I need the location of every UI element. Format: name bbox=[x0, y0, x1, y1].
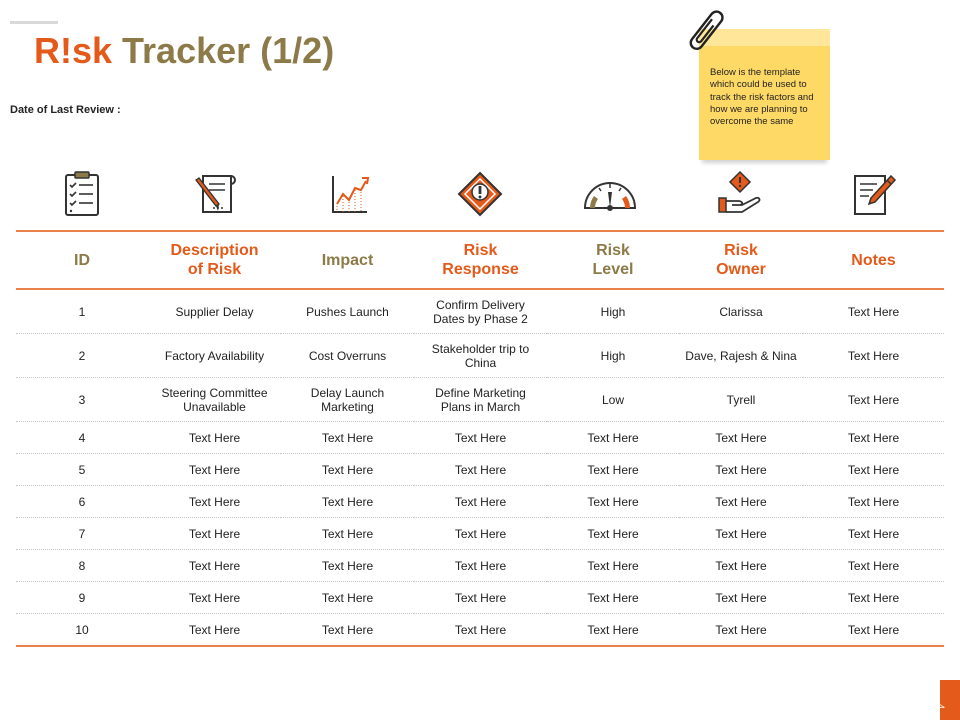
document-pen-icon bbox=[191, 170, 239, 218]
cell-level: Text Here bbox=[547, 454, 679, 486]
title-text: Tracker (1/2) bbox=[122, 30, 335, 71]
table-row bbox=[16, 486, 944, 518]
cell-notes: Text Here bbox=[803, 614, 944, 647]
cell-notes: Text Here bbox=[803, 422, 944, 454]
table-row bbox=[16, 422, 944, 454]
cell-id: 5 bbox=[16, 454, 148, 486]
cell-id: 1 bbox=[16, 289, 148, 334]
table-row bbox=[16, 582, 944, 614]
col-header-risk-level bbox=[547, 231, 679, 289]
cell-description: Text Here bbox=[148, 614, 281, 647]
cell-id: 2 bbox=[16, 334, 148, 378]
cell-owner: Dave, Rajesh & Nina bbox=[679, 334, 803, 378]
cell-response: Define Marketing Plans in March bbox=[414, 378, 547, 422]
table-row bbox=[16, 550, 944, 582]
cell-response: Confirm Delivery Dates by Phase 2 bbox=[414, 289, 547, 334]
cell-impact: Cost Overruns bbox=[281, 334, 414, 378]
cell-owner: Text Here bbox=[679, 486, 803, 518]
cell-notes: Text Here bbox=[803, 486, 944, 518]
cell-level: Low bbox=[547, 378, 679, 422]
col-header-risk-response-text: Risk Response bbox=[442, 242, 519, 278]
cell-level: Text Here bbox=[547, 518, 679, 550]
cell-description: Text Here bbox=[148, 422, 281, 454]
cell-response: Text Here bbox=[414, 454, 547, 486]
cell-impact: Text Here bbox=[281, 486, 414, 518]
edit-note-icon bbox=[849, 170, 897, 218]
col-header-id: ID bbox=[16, 231, 148, 289]
cell-notes: Text Here bbox=[803, 334, 944, 378]
page-title bbox=[34, 30, 334, 72]
page-number: 4 bbox=[936, 704, 946, 710]
col-header-risk-response bbox=[414, 231, 547, 289]
col-header-risk-level-text: Risk Level bbox=[592, 242, 634, 278]
cell-response: Stakeholder trip to China bbox=[414, 334, 547, 378]
cell-response: Text Here bbox=[414, 486, 547, 518]
risk-table bbox=[16, 230, 944, 647]
cell-description: Supplier Delay bbox=[148, 289, 281, 334]
cell-level: Text Here bbox=[547, 582, 679, 614]
cell-impact: Text Here bbox=[281, 422, 414, 454]
cell-owner: Text Here bbox=[679, 582, 803, 614]
cell-description: Text Here bbox=[148, 550, 281, 582]
cell-id: 6 bbox=[16, 486, 148, 518]
cell-notes: Text Here bbox=[803, 550, 944, 582]
title-brand: R!sk bbox=[34, 30, 113, 71]
col-header-risk-owner bbox=[679, 231, 803, 289]
table-row bbox=[16, 454, 944, 486]
cell-id: 8 bbox=[16, 550, 148, 582]
cell-impact: Text Here bbox=[281, 454, 414, 486]
cell-response: Text Here bbox=[414, 550, 547, 582]
cell-owner: Text Here bbox=[679, 422, 803, 454]
cell-owner: Text Here bbox=[679, 518, 803, 550]
col-header-description bbox=[148, 231, 281, 289]
cell-level: Text Here bbox=[547, 422, 679, 454]
col-header-impact: Impact bbox=[281, 231, 414, 289]
cell-description: Text Here bbox=[148, 518, 281, 550]
cell-description: Text Here bbox=[148, 454, 281, 486]
cell-response: Text Here bbox=[414, 614, 547, 647]
cell-impact: Pushes Launch bbox=[281, 289, 414, 334]
table-row bbox=[16, 614, 944, 647]
table-row bbox=[16, 289, 944, 334]
cell-notes: Text Here bbox=[803, 582, 944, 614]
page-number-badge bbox=[936, 680, 960, 720]
cell-notes: Text Here bbox=[803, 518, 944, 550]
cell-owner: Clarissa bbox=[679, 289, 803, 334]
cell-response: Text Here bbox=[414, 582, 547, 614]
cell-impact: Delay Launch Marketing bbox=[281, 378, 414, 422]
cell-description: Factory Availability bbox=[148, 334, 281, 378]
col-header-description-text: Description of Risk bbox=[170, 242, 259, 278]
cell-level: Text Here bbox=[547, 550, 679, 582]
table-row bbox=[16, 378, 944, 422]
cell-id: 10 bbox=[16, 614, 148, 647]
cell-impact: Text Here bbox=[281, 614, 414, 647]
paperclip-icon bbox=[684, 8, 728, 59]
top-accent-rule bbox=[10, 21, 58, 24]
cell-notes: Text Here bbox=[803, 378, 944, 422]
cell-level: Text Here bbox=[547, 614, 679, 647]
checklist-icon bbox=[58, 170, 106, 218]
table-header-row bbox=[16, 231, 944, 289]
cell-description: Text Here bbox=[148, 486, 281, 518]
cell-owner: Text Here bbox=[679, 550, 803, 582]
hand-alert-icon bbox=[716, 170, 764, 218]
table-row bbox=[16, 334, 944, 378]
cell-owner: Text Here bbox=[679, 614, 803, 647]
warning-diamond-icon bbox=[456, 170, 504, 218]
cell-response: Text Here bbox=[414, 422, 547, 454]
growth-chart-icon bbox=[323, 170, 371, 218]
cell-level: High bbox=[547, 334, 679, 378]
cell-level: Text Here bbox=[547, 486, 679, 518]
speedometer-gauge-icon bbox=[582, 170, 630, 218]
cell-id: 7 bbox=[16, 518, 148, 550]
review-date-label: Date of Last Review : bbox=[10, 104, 121, 116]
cell-level: High bbox=[547, 289, 679, 334]
cell-id: 4 bbox=[16, 422, 148, 454]
cell-notes: Text Here bbox=[803, 454, 944, 486]
cell-owner: Tyrell bbox=[679, 378, 803, 422]
col-header-notes: Notes bbox=[803, 231, 944, 289]
cell-id: 9 bbox=[16, 582, 148, 614]
cell-notes: Text Here bbox=[803, 289, 944, 334]
cell-response: Text Here bbox=[414, 518, 547, 550]
cell-id: 3 bbox=[16, 378, 148, 422]
col-header-risk-owner-text: Risk Owner bbox=[716, 242, 766, 278]
cell-description: Text Here bbox=[148, 582, 281, 614]
cell-impact: Text Here bbox=[281, 550, 414, 582]
cell-owner: Text Here bbox=[679, 454, 803, 486]
cell-description: Steering Committee Unavailable bbox=[148, 378, 281, 422]
cell-impact: Text Here bbox=[281, 582, 414, 614]
sticky-note-text: Below is the template which could be used to track the risk factors and how we are planning to overcome the same bbox=[710, 67, 814, 128]
table-row bbox=[16, 518, 944, 550]
cell-impact: Text Here bbox=[281, 518, 414, 550]
